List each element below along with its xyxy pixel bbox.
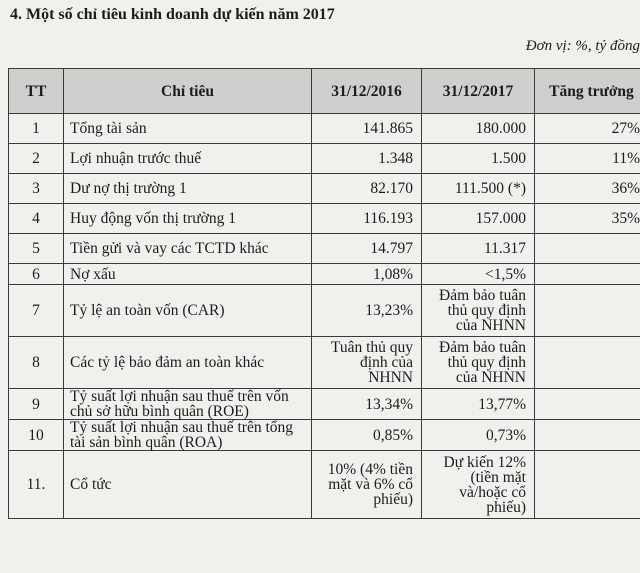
value-2016: 13,34% [312, 389, 422, 420]
row-number: 4 [9, 204, 64, 234]
row-number: 3 [9, 174, 64, 204]
value-2017: Đảm bảo tuân thủ quy định của NHNN [422, 337, 535, 389]
value-2017: Đảm bảo tuân thủ quy định của NHNN [422, 285, 535, 337]
header-2017: 31/12/2017 [422, 69, 535, 114]
growth-value [535, 420, 640, 451]
header-growth: Tăng trưởng [535, 69, 640, 114]
value-2017: <1,5% [422, 264, 535, 285]
table-row [9, 234, 640, 264]
row-number: 10 [9, 420, 64, 451]
table-row [9, 174, 640, 204]
table-row [9, 114, 640, 144]
table-row [9, 451, 640, 519]
section-heading: 4. Một số chỉ tiêu kinh doanh dự kiến năm 2017 [10, 6, 335, 23]
row-number: 1 [9, 114, 64, 144]
indicator-name: Huy động vốn thị trường 1 [64, 204, 312, 234]
value-2017: 180.000 [422, 114, 535, 144]
row-number: 9 [9, 389, 64, 420]
value-2017: 11.317 [422, 234, 535, 264]
indicator-name: Tỷ lệ an toàn vốn (CAR) [64, 285, 312, 337]
row-number: 2 [9, 144, 64, 174]
value-2016: 116.193 [312, 204, 422, 234]
growth-value: 11% [535, 144, 640, 174]
header-indicator: Chỉ tiêu [64, 69, 312, 114]
growth-value [535, 234, 640, 264]
value-2016: 1,08% [312, 264, 422, 285]
value-2017: 0,73% [422, 420, 535, 451]
growth-value: 35% [535, 204, 640, 234]
growth-value [535, 337, 640, 389]
row-number: 5 [9, 234, 64, 264]
table-row [9, 264, 640, 285]
indicator-name: Lợi nhuận trước thuế [64, 144, 312, 174]
value-2017: 111.500 (*) [422, 174, 535, 204]
table-header-row [9, 69, 640, 114]
header-tt: TT [9, 69, 64, 114]
growth-value [535, 389, 640, 420]
unit-note: Đơn vị: %, tỷ đồng [525, 38, 640, 54]
value-2017: 13,77% [422, 389, 535, 420]
indicator-name: Nợ xấu [64, 264, 312, 285]
value-2016: 0,85% [312, 420, 422, 451]
growth-value [535, 264, 640, 285]
value-2017: 1.500 [422, 144, 535, 174]
indicator-name: Tổng tài sản [64, 114, 312, 144]
value-2017: 157.000 [422, 204, 535, 234]
row-number: 6 [9, 264, 64, 285]
indicator-name: Dư nợ thị trường 1 [64, 174, 312, 204]
value-2016: 10% (4% tiền mặt và 6% cổ phiếu) [312, 451, 422, 519]
table-row [9, 144, 640, 174]
table-row [9, 204, 640, 234]
growth-value [535, 285, 640, 337]
indicator-name: Tỷ suất lợi nhuận sau thuế trên vốn chủ sở hữu bình quân (ROE) [64, 389, 312, 420]
table-row [9, 285, 640, 337]
table-row [9, 420, 640, 451]
value-2016: 13,23% [312, 285, 422, 337]
value-2016: 1.348 [312, 144, 422, 174]
growth-value [535, 451, 640, 519]
indicator-name: Tỷ suất lợi nhuận sau thuế trên tổng tài sản bình quân (ROA) [64, 420, 312, 451]
value-2016: 141.865 [312, 114, 422, 144]
indicator-name: Cổ tức [64, 451, 312, 519]
row-number: 11. [9, 451, 64, 519]
indicator-name: Tiền gửi và vay các TCTD khác [64, 234, 312, 264]
header-2016: 31/12/2016 [312, 69, 422, 114]
business-targets-table [8, 68, 640, 519]
value-2016: 14.797 [312, 234, 422, 264]
row-number: 7 [9, 285, 64, 337]
table-row [9, 337, 640, 389]
value-2016: Tuân thủ quy định của NHNN [312, 337, 422, 389]
growth-value: 36% [535, 174, 640, 204]
value-2017: Dự kiến 12% (tiền mặt và/hoặc cổ phiếu) [422, 451, 535, 519]
growth-value: 27% [535, 114, 640, 144]
value-2016: 82.170 [312, 174, 422, 204]
table-row [9, 389, 640, 420]
indicator-name: Các tỷ lệ bảo đảm an toàn khác [64, 337, 312, 389]
row-number: 8 [9, 337, 64, 389]
